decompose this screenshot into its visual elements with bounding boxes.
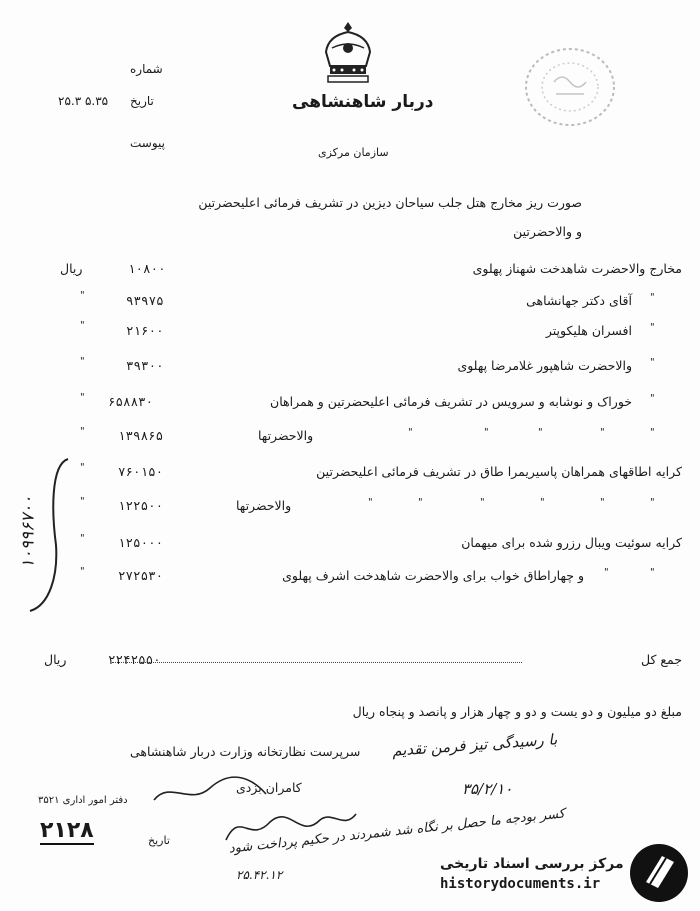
date-value: ۲۵.۳ ۵.۳۵ bbox=[58, 94, 109, 108]
watermark-title: مرکز بررسی اسناد تاریخی bbox=[440, 856, 624, 872]
total-divider bbox=[112, 662, 522, 663]
list-item-desc: مخارج والاحضرت شاهدخت شهناز پهلوی bbox=[472, 261, 682, 276]
ditto-mark: " bbox=[80, 356, 85, 367]
handwritten-note-1: با رسیدگی تیز فرمن تقدیم bbox=[391, 730, 558, 760]
list-item-amount: ۶۵۸۸۳۰ bbox=[108, 394, 154, 409]
margin-total-note: ۱۰۹۹۶۷۰۰ bbox=[18, 495, 39, 569]
intro-line-1: صورت ریز مخارج هتل جلب سیاحان دیزین در تشریف فرمائی اعلیحضرتین bbox=[198, 195, 582, 210]
ditto-mark: " bbox=[418, 497, 423, 508]
list-item-amount: ۹۳۹۷۵ bbox=[126, 293, 164, 308]
list-item-desc: والاحضرت شاهپور غلامرضا پهلوی bbox=[457, 358, 632, 373]
ditto-mark: " bbox=[80, 496, 85, 507]
intro-line-2: و والاحضرتین bbox=[513, 224, 582, 239]
ditto-mark: " bbox=[650, 567, 655, 578]
ditto-mark: " bbox=[600, 497, 605, 508]
office-label: دفتر امور اداری ۳۵۲۱ bbox=[38, 795, 128, 806]
list-item-amount: ۱۳۹۸۶۵ bbox=[118, 428, 164, 443]
list-item-amount: ۱۲۵۰۰۰ bbox=[118, 535, 164, 550]
ditto-mark: " bbox=[368, 497, 373, 508]
archive-logo-icon bbox=[628, 842, 690, 904]
registration-number: ۲۱۲۸ bbox=[40, 818, 94, 843]
ditto-mark: " bbox=[650, 497, 655, 508]
ditto-mark: " bbox=[650, 292, 655, 303]
ditto-mark: " bbox=[650, 357, 655, 368]
margin-bracket-icon bbox=[10, 455, 80, 615]
ditto-mark: " bbox=[650, 393, 655, 404]
handwritten-note-2: کسر بودجه ما حصل بر نگاه شد شمردند در حکیم پرداخت شود bbox=[228, 806, 566, 857]
list-item-amount: ۳۹۳۰۰ bbox=[126, 358, 164, 373]
list-item-desc: خوراک و نوشابه و سرویس در تشریف فرمائی اعلیحضرتین و همراهان bbox=[270, 394, 632, 409]
ditto-mark: " bbox=[600, 427, 605, 438]
list-item-desc: آقای دکتر جهانشاهی bbox=[526, 293, 632, 308]
crown-emblem-icon bbox=[318, 18, 378, 90]
list-item-amount: ۱۲۲۵۰۰ bbox=[118, 498, 164, 513]
ditto-mark: " bbox=[80, 320, 85, 331]
org-title: دربار شاهنشاهی bbox=[292, 92, 434, 112]
supervisor-title: سرپرست نظارتخانه وزارت دربار شاهنشاهی bbox=[130, 744, 361, 759]
signature-scribble-icon bbox=[220, 800, 360, 850]
currency-label: ریال bbox=[60, 261, 83, 276]
ditto-mark: " bbox=[484, 427, 489, 438]
watermark-url: historydocuments.ir bbox=[440, 876, 601, 892]
ditto-mark: " bbox=[80, 462, 85, 473]
list-item-desc: والاحضرتها bbox=[236, 498, 292, 513]
ditto-mark: " bbox=[650, 427, 655, 438]
list-item-desc: والاحضرتها bbox=[258, 428, 314, 443]
attachment-label: پیوست bbox=[130, 136, 165, 150]
ditto-mark: " bbox=[604, 567, 609, 578]
ditto-mark: " bbox=[538, 427, 543, 438]
org-subtitle: سازمان مرکزی bbox=[318, 146, 389, 159]
ditto-mark: " bbox=[80, 290, 85, 301]
total-label: جمع کل bbox=[641, 652, 682, 667]
ditto-mark: " bbox=[540, 497, 545, 508]
list-item-amount: ۱۰۸۰۰ bbox=[128, 261, 166, 276]
registration-date-label: تاریخ bbox=[148, 834, 170, 847]
ditto-mark: " bbox=[480, 497, 485, 508]
ditto-mark: " bbox=[80, 392, 85, 403]
supervisor-name: کامران بزدی bbox=[236, 780, 302, 795]
list-item-desc: افسران هلیکوپتر bbox=[545, 323, 632, 338]
ditto-mark: " bbox=[80, 566, 85, 577]
round-stamp-icon bbox=[520, 42, 620, 132]
ditto-mark: " bbox=[408, 427, 413, 438]
total-currency: ریال bbox=[44, 652, 67, 667]
ditto-mark: " bbox=[80, 426, 85, 437]
list-item-desc: کرایه اطاقهای همراهان پاسیریمرا طاق در تشریف فرمائی اعلیحضرتین bbox=[316, 464, 682, 479]
handwritten-date-2: ۲۵.۴۲.۱۲ bbox=[236, 868, 283, 882]
list-item-desc: کرایه سوئیت ویبال رزرو شده برای میهمان bbox=[461, 535, 682, 550]
total-amount: ۲۲۴۲۵۵۰ bbox=[108, 652, 161, 667]
ditto-mark: " bbox=[650, 322, 655, 333]
list-item-amount: ۷۶۰۱۵۰ bbox=[118, 464, 164, 479]
list-item-amount: ۲۷۲۵۳۰ bbox=[118, 568, 164, 583]
list-item-desc: و چهاراطاق خواب برای والاحضرت شاهدخت اشرف پهلوی bbox=[282, 568, 584, 583]
amount-in-words: مبلغ دو میلیون و دو یست و دو و چهار هزار و پانصد و پنجاه ریال bbox=[352, 704, 682, 719]
ditto-mark: " bbox=[80, 533, 85, 544]
handwritten-date-1: ۳۵/۲/۱۰ bbox=[462, 780, 513, 798]
number-label: شماره bbox=[130, 62, 163, 76]
list-item-amount: ۲۱۶۰۰ bbox=[126, 323, 164, 338]
date-label: تاریخ bbox=[130, 94, 154, 108]
